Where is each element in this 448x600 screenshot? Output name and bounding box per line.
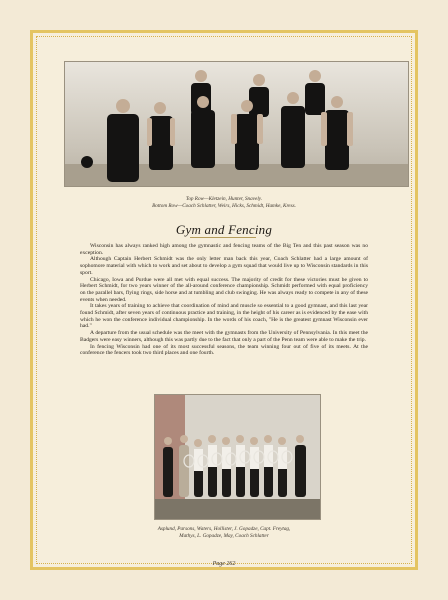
paragraph: A departure from the usual schedule was the meet with the gymnasts from the University of Pennsylvania. In this meet the Badgers were easy winners, although this was partly due to the fact that only a part of the Penn team were able to make the trip. xyxy=(80,330,368,343)
title-underline xyxy=(190,237,256,238)
caption-line-names-2: Mathys, L. Gopadze, May, Coach Schlatter xyxy=(179,533,269,539)
paragraph: Chicago, Iowa and Purdue were all met with equal success. The majority of credit for these victories must be given to Herbert Schmidt, for two years winner of the all-around conference championship. Schmidt performed with equal proficiency on the parallel bars, flying rings, side horse and at tumbling and club swinging. He was always ready to compete in any of these events when needed. xyxy=(80,276,368,303)
caption-line-top-row: Top Row—Kletzein, Hunter, Snavely. xyxy=(185,196,263,202)
paragraph: In fencing Wisconsin had one of its most successful seasons, the team winning four out of five of its meets. At the conference the fencers took two third places and one fourth. xyxy=(80,343,368,357)
section-title: Gym and Fencing xyxy=(175,222,273,237)
fencing-team-photo xyxy=(154,394,321,520)
paragraph: Although Captain Herbert Schmidt was the only letter man back this year, Coach Schlatter had a large amount of sophomore material with which to work and set about to develop a gym squad that would live up to Wisconsin standards in this sport. xyxy=(80,256,368,276)
top-photo-caption xyxy=(0,196,448,210)
bottom-photo-caption xyxy=(0,526,448,540)
gym-team-photo xyxy=(64,61,409,187)
caption-line-names-1: Asplund, Parsons, Waters, Hollister, J. Gopadze, Capt. Freytag, xyxy=(157,526,291,532)
article-body xyxy=(80,243,368,357)
caption-line-bottom-row: Bottom Row—Coach Schlatter, Weirs, Hicks, Schmidt, Hamke, Kress. xyxy=(152,203,296,209)
page-number: Page 262 xyxy=(212,561,236,567)
paragraph: It takes years of training to achieve that coordination of mind and muscle so essential to a good gymnast, and this last year found Schmidt, after seven years of continuous practice and training, in the height of his career as is evidenced by the ease with which he won the conference individual championship. In the words of his coach, "He is the greatest gymnast Wisconsin ever had." xyxy=(80,303,368,330)
paragraph: Wisconsin has always ranked high among the gymnastic and fencing teams of the Big Ten and this past season was no exception. xyxy=(80,243,368,256)
